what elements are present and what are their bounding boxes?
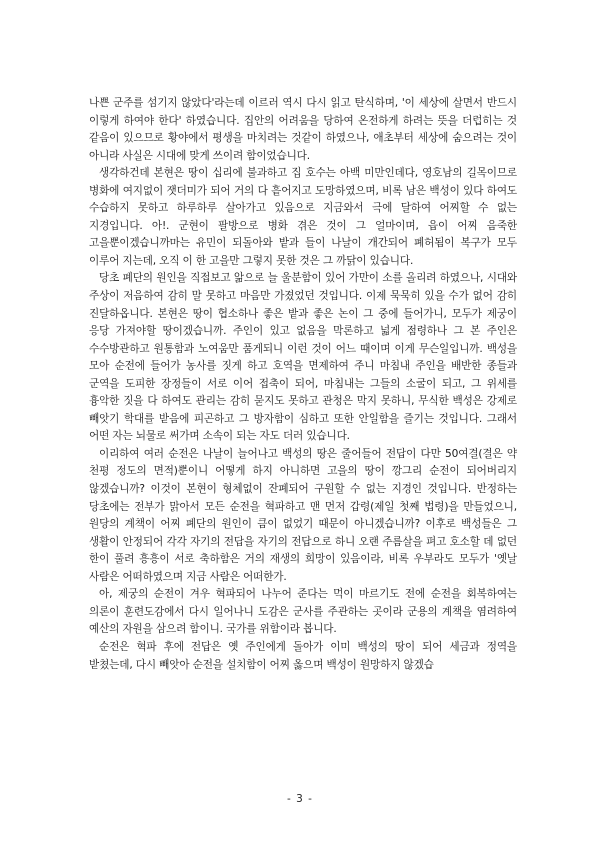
paragraph: 순전은 혁파 후에 전답은 옛 주인에게 돌아가 이미 백성의 땅이 되어 세금과 정역을 받쳤는데, 다시 빼앗아 순전을 설치함이 어찌 옳으며 백성이 원망하지 않겠습 (89, 640, 517, 671)
paragraph: 아, 제궁의 순전이 겨우 혁파되어 나누어 준다는 먹이 마르기도 전에 순전을 회복하여는 의론이 훈련도감에서 다시 일어나니 도감은 군사를 주관하는 곳이라 군용의 계책을 염려하여 예산의 자원을 삼으려 함이니. 국가를 위함이라 봅니다. (89, 588, 517, 636)
paragraph: 이리하여 여러 순전은 나날이 늘어나고 백성의 땅은 줄어들어 전답이 다만 50여결(결은 약 천평 정도의 면적)뿐이니 어떻게 하지 아니하면 고을의 땅이 깡그리 순전이 되어버리지 않겠습니까? 이것이 본현이 형체없이 잔폐되어 구원할 수 없는 지경인 것입니다. 반정하는 당초에는 전부가 맑아서 모든 순전을 혁파하고 맨 먼저 갑령(제일 첫째 법령)을 만들었으니, 원당의 계책이 어찌 폐단의 원인이 큼이 없었기 때문이 아니겠습니까? 이후로 백성들은 그 생활이 안정되어 각각 자기의 전답을 자기의 전답으로 하니 오랜 주름살을 펴고 호소할 데 없던 한이 풀려 흥흥이 서로 축하함은 거의 재생의 희망이 있음이라, 비록 우부라도 모두가 '옛날 사람은 어떠하였으며 지금 사람은 어떠한가. (89, 447, 517, 583)
paragraph: 생각하건데 본현은 땅이 십리에 불과하고 집 호수는 아백 미만인데다, 영호남의 길목이므로 병화에 여지없이 잿더미가 되어 거의 다 흩어지고 도망하였으며, 비록 남은 백성이 있다 하여도 수습하지 못하고 하루하루 살아가고 있음으로 지금와서 극에 달하여 어찌할 수 없는 지경입니다. 아!. 군현이 팔방으로 병화 겪은 것이 그 얼마이며, 읍이 어찌 음죽한 고을뿐이겠습니까마는 유민이 되돌아와 밭과 들이 나날이 개간되어 폐허됨이 복구가 모두 이루어 지는데, 오직 이 한 고을만 그렇지 못한 것은 그 까닭이 있습니다. (89, 167, 517, 267)
paragraph: 나쁜 군주를 섬기지 않았다'라는데 이르러 역시 다시 읽고 탄식하며, '이 세상에 살면서 반드시 이렇게 하여야 한다' 하였습니다. 집안의 어려움을 당하여 온전하게 하려는 뜻을 더럽히는 것 같음이 있으므로 황야에서 평생을 마치려는 것같이 하였으나, 애초부터 세상에 숨으려는 것이 아니라 사실은 시대에 맞게 쓰이려 함이었습니다. (89, 97, 517, 162)
page-number: - 3 - (287, 793, 313, 805)
body-text (89, 95, 517, 674)
paragraph: 당초 폐단의 원인을 직접보고 앎으로 늘 울분함이 있어 가만이 소를 올리려 하였으나, 시대와 주상이 저음하여 감히 말 못하고 마음만 가졌었던 것입니다. 이제 묵묵히 있을 수가 없어 감히 진달하옵니다. 본현은 땅이 협소하나 좋은 밭과 좋은 논이 그 중에 들어가니, 모두가 제궁이 응당 가져야할 땅이겠습니까. 주인이 있고 없음을 막론하고 넓게 점령하나 그 본 주인은 수수방관하고 원통함과 노여움만 품게되니 이런 것이 어느 때이며 이게 무슨일입니까. 백성을 모아 순전에 들어가 농사를 짓게 하고 호역을 면제하여 주니 마침내 주인을 배반한 종들과 군역을 도피한 장정들이 서로 이어 접축이 되어, 마침내는 그들의 소굴이 되고, 그 위세를 흉악한 짓을 다 하여도 관리는 감히 묻지도 못하고 관청은 막지 못하니, 무식한 백성은 강제로 빼앗기 학대를 받음에 피곤하고 그 방자함이 심하고 또한 안일함을 즐기는 것입니다. 그래서 어떤 자는 뇌물로 써가며 소속이 되는 자도 더러 있습니다. (89, 272, 517, 443)
